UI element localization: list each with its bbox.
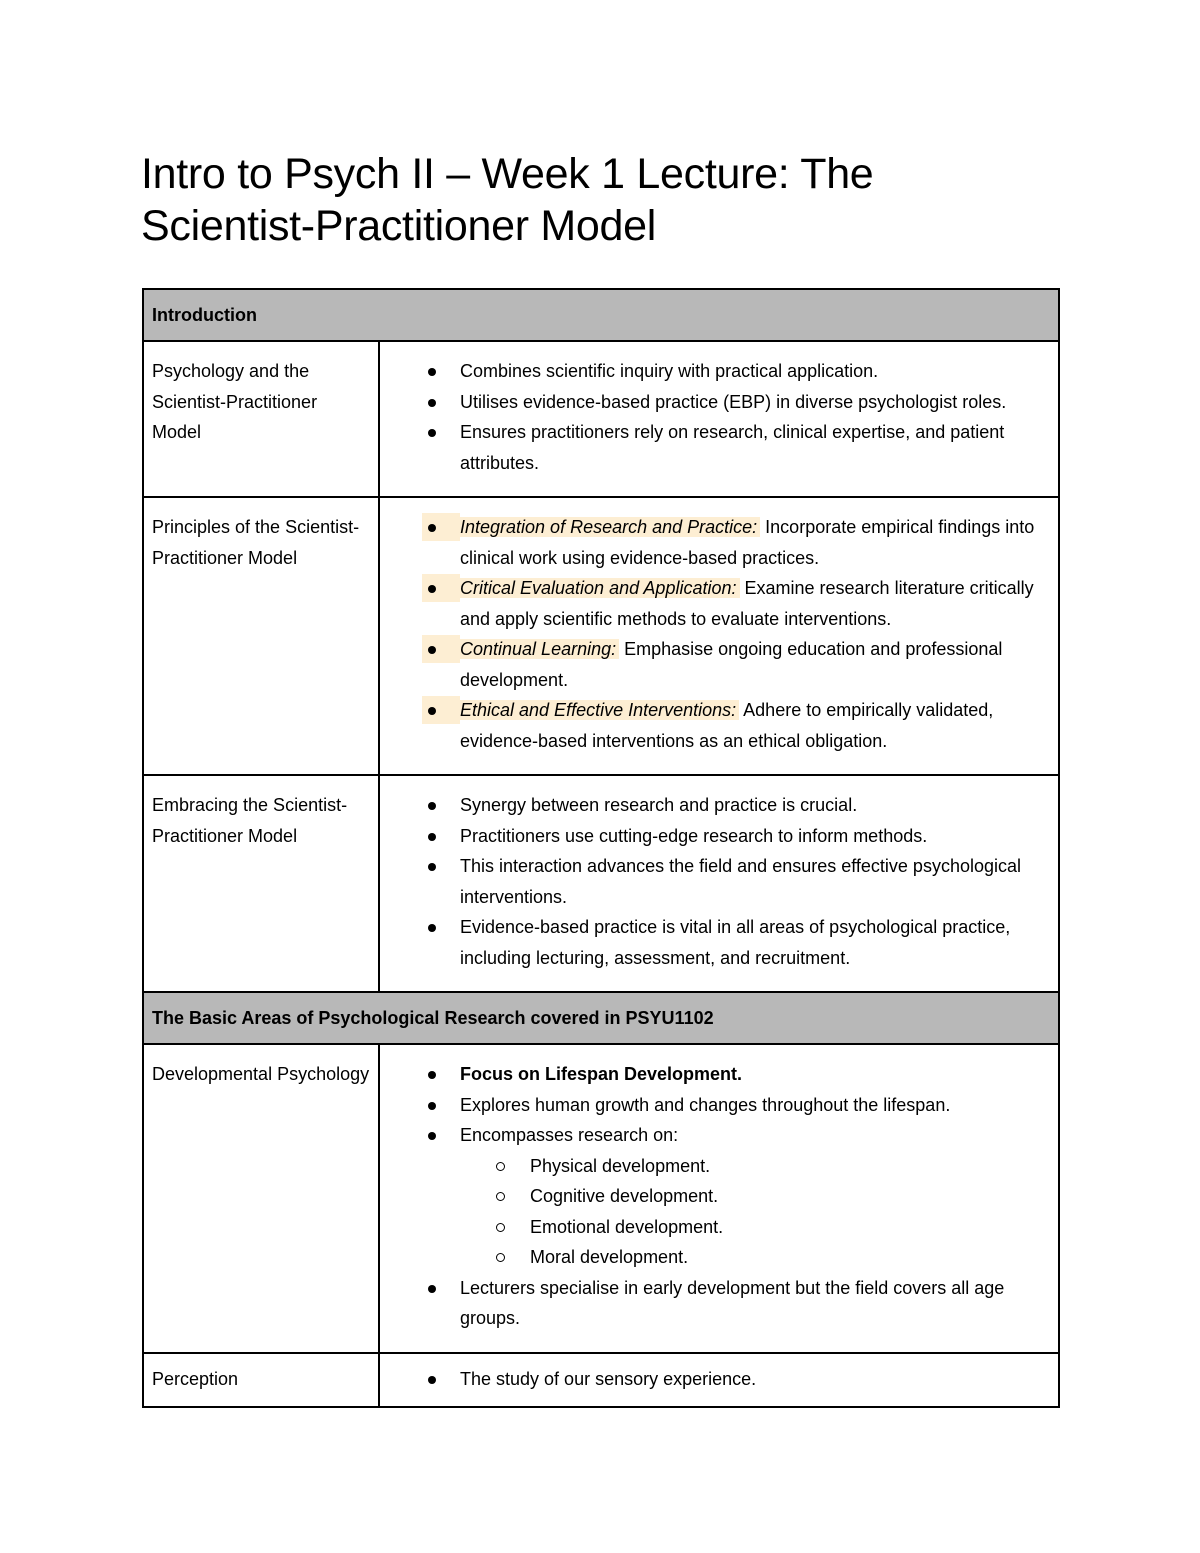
sub-list-item — [460, 1242, 1048, 1273]
bullet-icon — [428, 585, 436, 593]
list-item — [380, 821, 1048, 852]
circle-bullet-icon — [496, 1192, 505, 1201]
list-item-text: Ensures practitioners rely on research, clinical expertise, and patient attributes. — [460, 422, 1005, 473]
title-line-2: Scientist-Practitioner Model — [141, 202, 656, 250]
page-title — [141, 148, 1041, 252]
list-item — [380, 912, 1048, 973]
table-row — [143, 775, 1059, 992]
row-content — [379, 1044, 1059, 1353]
list-item-text: Synergy between research and practice is crucial. — [460, 795, 858, 815]
list-item — [380, 417, 1048, 478]
sub-bullet-list — [460, 1151, 1048, 1273]
list-item-text: Examine research literature critically and apply scientific methods to evaluate interventions. — [460, 578, 1034, 629]
list-item — [380, 387, 1048, 418]
circle-bullet-icon — [496, 1162, 505, 1171]
sub-list-item — [460, 1151, 1048, 1182]
list-item-text: Lecturers specialise in early development but the field covers all age groups. — [460, 1277, 1005, 1328]
bullet-icon — [428, 399, 436, 407]
circle-bullet-icon — [496, 1253, 505, 1262]
row-content — [379, 341, 1059, 497]
sub-list-item — [460, 1212, 1048, 1243]
list-item-text: Encompasses research on: — [460, 1125, 679, 1145]
list-item-text: Cognitive development. — [530, 1186, 719, 1206]
row-label: Principles of the Scientist-Practitioner Model — [143, 497, 379, 775]
list-item — [380, 573, 1048, 634]
list-item-text: Utilises evidence-based practice (EBP) in diverse psychologist roles. — [460, 391, 1007, 412]
circle-bullet-icon — [496, 1223, 505, 1232]
list-item-text: Focus on Lifespan Development. — [460, 1064, 743, 1084]
bullet-icon — [428, 429, 436, 437]
notes-table — [142, 288, 1060, 1408]
row-content — [379, 497, 1059, 775]
list-item-text: Physical development. — [530, 1155, 711, 1176]
list-item-text: Incorporate empirical findings into clinical work using evidence-based practices. — [460, 517, 1035, 568]
list-item-text: The study of our sensory experience. — [460, 1368, 757, 1389]
bullet-list — [380, 790, 1048, 973]
table-row — [143, 341, 1059, 497]
bullet-list — [380, 1364, 1048, 1395]
row-label: Perception — [143, 1353, 379, 1408]
row-label: Embracing the Scientist-Practitioner Model — [143, 775, 379, 992]
list-item-text: Practitioners use cutting-edge research to inform methods. — [460, 825, 928, 846]
list-item — [380, 790, 1048, 821]
list-item — [380, 512, 1048, 573]
highlighted-term: Continual Learning: — [460, 639, 619, 659]
bullet-icon — [428, 1376, 436, 1384]
bullet-icon — [428, 924, 436, 932]
list-item — [380, 356, 1048, 387]
highlighted-term: Integration of Research and Practice: — [460, 517, 760, 537]
list-item — [380, 634, 1048, 695]
section-heading: The Basic Areas of Psychological Research covered in PSYU1102 — [143, 992, 1059, 1044]
row-label: Psychology and the Scientist-Practitioner Model — [143, 341, 379, 497]
section-header-basic-areas — [143, 992, 1059, 1044]
bullet-icon — [428, 833, 436, 841]
bullet-icon — [428, 707, 436, 715]
section-header-introduction — [143, 289, 1059, 341]
row-label: Developmental Psychology — [143, 1044, 379, 1353]
bullet-list — [380, 1059, 1048, 1334]
bullet-icon — [428, 863, 436, 871]
row-content — [379, 1353, 1059, 1408]
list-item — [380, 1120, 1048, 1273]
bullet-list — [380, 512, 1048, 756]
list-item-text: This interaction advances the field and ensures effective psychological interventions. — [460, 856, 1021, 907]
table-row — [143, 497, 1059, 775]
list-item — [380, 851, 1048, 912]
list-item-text: Emotional development. — [530, 1216, 724, 1237]
section-heading: Introduction — [143, 289, 1059, 341]
highlighted-term: Ethical and Effective Interventions: — [460, 700, 739, 720]
highlighted-term: Critical Evaluation and Application: — [460, 578, 740, 598]
list-item — [380, 695, 1048, 756]
bullet-icon — [428, 802, 436, 810]
bullet-icon — [428, 368, 436, 376]
list-item-text: Adhere to empirically validated, evidence-based interventions as an ethical obligation. — [460, 700, 994, 751]
bullet-icon — [428, 524, 436, 532]
list-item-text: Emphasise ongoing education and professional development. — [460, 639, 1003, 690]
table-row — [143, 1353, 1059, 1408]
bullet-icon — [428, 646, 436, 654]
bullet-icon — [428, 1132, 436, 1140]
list-item-text: Moral development. — [530, 1247, 689, 1267]
bullet-icon — [428, 1285, 436, 1293]
title-line-1: Intro to Psych II – Week 1 Lecture: The — [141, 150, 874, 198]
bullet-icon — [428, 1102, 436, 1110]
bullet-icon — [428, 1071, 436, 1079]
list-item — [380, 1364, 1048, 1395]
sub-list-item — [460, 1181, 1048, 1212]
row-content — [379, 775, 1059, 992]
list-item-text: Combines scientific inquiry with practical application. — [460, 361, 879, 381]
list-item — [380, 1090, 1048, 1121]
list-item — [380, 1273, 1048, 1334]
list-item-text: Explores human growth and changes throughout the lifespan. — [460, 1094, 951, 1115]
list-item — [380, 1059, 1048, 1090]
list-item-text: Evidence-based practice is vital in all areas of psychological practice, including lecturing, assessment, and recruitment. — [460, 917, 1011, 968]
bullet-list — [380, 356, 1048, 478]
table-row — [143, 1044, 1059, 1353]
